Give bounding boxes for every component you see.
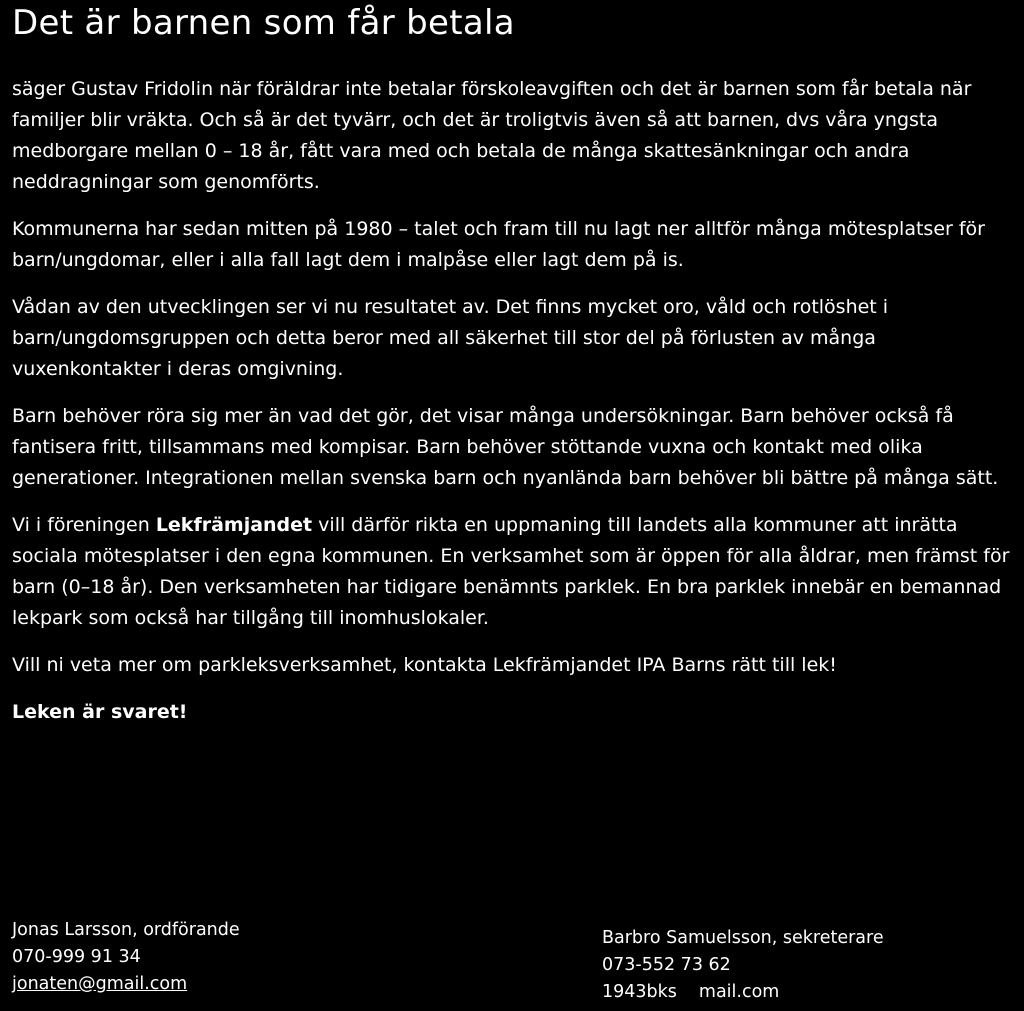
paragraph-appeal	[12, 510, 1017, 634]
signature-name-role: Jonas Larsson, ordförande	[12, 920, 240, 940]
signature-phone: 073-552 73 62	[602, 955, 731, 975]
paragraph-municipalities: Kommunerna har sedan mitten på 1980 – talet och fram till nu lagt ner alltför många mötesplatser för barn/ungdomar, eller i alla fall lagt dem i malpåse eller lagt dem på is.	[12, 218, 985, 271]
article-body	[12, 74, 1017, 744]
paragraph-intro: säger Gustav Fridolin när föräldrar inte betalar förskoleavgiften och det är barnen som får betala när familjer blir vräkta. Och så är det tyvärr, och det är troligtvis även så att barnen, dvs våra yngsta medborgare mellan 0 – 18 år, fått vara med och betala de många skattesänkningar och andra neddragningar som genomförts.	[12, 78, 972, 193]
email-local-part: 1943bks	[602, 982, 677, 1002]
organization-name: Lekfrämjandet	[155, 514, 313, 536]
appeal-text-end: vill därför rikta en uppmaning till landets alla kommuner att inrätta sociala mötesplatser i den egna kommunen. En verksamhet som är öppen för alla åldrar, men främst för barn (0–18 år). Den verksamheten har tidigare benämnts parklek. En bra parklek innebär en bemannad lekpark som också har tillgång till inomhuslokaler.	[12, 514, 1010, 629]
signature-chairman	[12, 917, 240, 998]
paragraph-consequences: Vådan av den utvecklingen ser vi nu resultatet av. Det finns mycket oro, våld och rotlöshet i barn/ungdomsgruppen och detta beror med all säkerhet till stor del på förlusten av många vuxenkontakter i deras omgivning.	[12, 296, 889, 380]
closing-slogan: Leken är svaret!	[12, 701, 188, 723]
email-domain: mail.com	[698, 982, 780, 1002]
signature-email-link[interactable]: jonaten@gmail.com	[12, 974, 188, 994]
paragraph-contact: Vill ni veta mer om parkleksverksamhet, kontakta Lekfrämjandet IPA Barns rätt till lek!	[12, 654, 837, 676]
signature-phone: 070-999 91 34	[12, 947, 141, 967]
appeal-text-start: Vi i föreningen	[12, 514, 156, 536]
signature-email	[602, 979, 884, 1006]
page-title: Det är barnen som får betala	[12, 3, 515, 43]
paragraph-children-needs: Barn behöver röra sig mer än vad det gör, det visar många undersökningar. Barn behöver också få fantisera fritt, tillsammans med kompisar. Barn behöver stöttande vuxna och kontakt med olika generationer. Integrationen mellan svenska barn och nyanlända barn behöver bli bättre på många sätt.	[12, 405, 999, 489]
signature-secretary	[602, 925, 884, 1006]
signature-name-role: Barbro Samuelsson, sekreterare	[602, 928, 884, 948]
